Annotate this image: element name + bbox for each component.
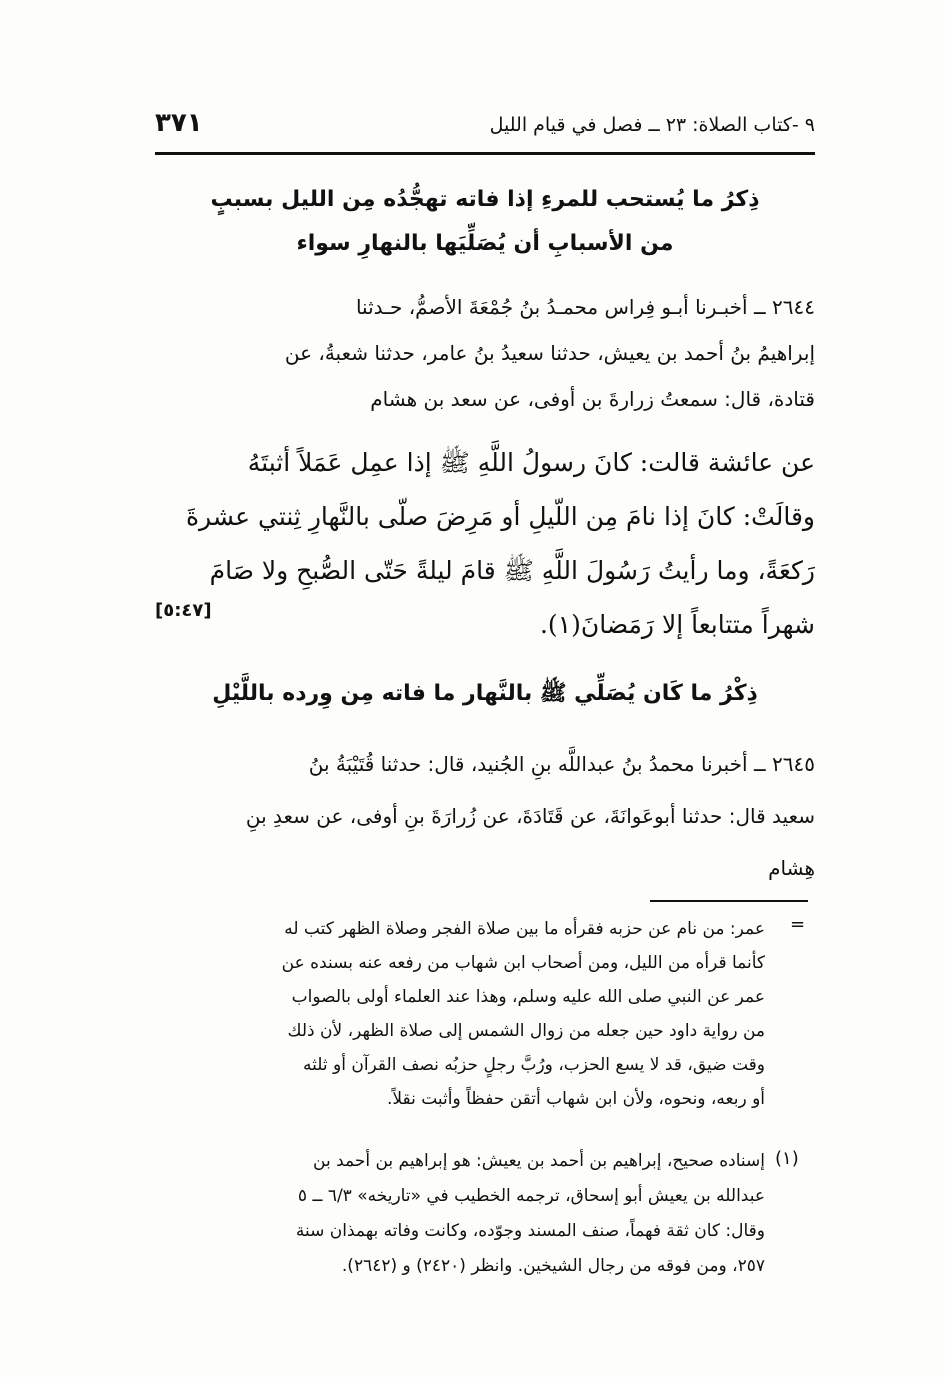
- matn-line: وقالَتْ: كانَ إذا نامَ مِن اللّيلِ أو مَرِضَ صلّى بالنَّهارِ ثِنتي عشرةَ: [185, 502, 815, 531]
- matn-line: عن عائشة قالت: كانَ رسولُ اللَّهِ ﷺ إذا عمِل عَمَلاً أثبتَهُ: [247, 448, 815, 477]
- footnote-line: عمر: من نام عن حزبه فقرأه ما بين صلاة الفجر وصلاة الظهر كتب له: [284, 919, 765, 939]
- section-heading-2: [200, 672, 770, 716]
- isnad-line: إبراهيمُ بنُ أحمد بن يعيش، حدثنا سعيدُ بنُ عامر، حدثنا شعبةُ، عن: [284, 341, 815, 365]
- footnote-line: إسناده صحيح، إبراهيم بن أحمد بن يعيش: هو إبراهيم بن أحمد بن: [313, 1151, 765, 1171]
- footnote-line: عبدالله بن يعيش أبو إسحاق، ترجمه الخطيب في «تاريخه» ٦/٣ ــ ٥: [297, 1186, 765, 1206]
- footnote-continuation: [150, 912, 765, 1116]
- footnote-rule: [650, 900, 808, 902]
- page-header: [155, 108, 815, 152]
- footnote-line: عمر عن النبي صلى الله عليه وسلم، وهذا عند العلماء أولى بالصواب: [291, 987, 765, 1007]
- heading-line: ذِكْرُ ما كَان يُصَلِّي ﷺ بالنَّهار ما فاته مِن وِرده باللَّيْلِ: [212, 681, 758, 706]
- heading-line: من الأسبابِ أن يُصَلِّيَها بالنهارِ سواء: [296, 231, 674, 256]
- header-rule: [155, 152, 815, 155]
- footnote-continuation-marker: =: [790, 914, 806, 935]
- footnote-line: وقال: كان ثقة فهماً، صنف المسند وجوّده، وكانت وفاته بهمذان سنة: [295, 1221, 765, 1241]
- hadith-matn-2644: [150, 436, 815, 652]
- isnad-line: ٢٦٤٤ ــ أخبـرنا أبـو فِراس محمـدُ بنُ جُمْعَةَ الأصمُّ، حـدثنا: [355, 295, 815, 319]
- running-title: ٩ -كتاب الصلاة: ٢٣ ــ فصل في قيام الليل: [489, 114, 815, 136]
- isnad-line: قتادة، قال: سمعتُ زرارةَ بن أوفى، عن سعد بن هشام: [370, 387, 815, 411]
- footnote-line: ٢٥٧، ومن فوقه من رجال الشيخين. وانظر (٢٤٢٠) و (٢٦٤٢).: [341, 1256, 765, 1276]
- footnote-1: [150, 1144, 765, 1284]
- page-number: ٣٧١: [155, 108, 203, 138]
- footnote-line: أو ربعه، ونحوه، ولأن ابن شهاب أتقن حفظاً وأثبت نقلاً.: [386, 1089, 765, 1109]
- section-heading-1: [200, 178, 770, 266]
- isnad-line: هِشام: [768, 856, 815, 880]
- hadith-isnad-2644: [155, 284, 815, 422]
- footnote-1-marker: (١): [775, 1148, 799, 1169]
- matn-line: رَكعَةً، وما رأيتُ رَسُولَ اللَّهِ ﷺ قامَ ليلةً حَتّى الصُّبحِ ولا صَامَ: [209, 556, 815, 585]
- footnote-line: من رواية داود حين جعله من زوال الشمس إلى صلاة الظهر، لأن ذلك: [287, 1021, 765, 1041]
- isnad-line: سعيد قال: حدثنا أبوعَوانَةَ، عن قَتَادَةَ، عن زُرارَةَ بنِ أوفى، عن سعدِ بنِ: [245, 804, 815, 828]
- hadith-reference: [٥:٤٧]: [155, 600, 212, 621]
- isnad-line: ٢٦٤٥ ــ أخبرنا محمدُ بنُ عبداللَّه بنِ الجُنيد، قال: حدثنا قُتَيْبَةُ بنُ: [308, 752, 815, 776]
- hadith-isnad-2645: [155, 738, 815, 894]
- matn-line: شهراً متتابعاً إلا رَمَضانَ(١).: [539, 610, 815, 639]
- footnote-line: كأنما قرأه من الليل، ومن أصحاب ابن شهاب من رفعه عنه بسنده عن: [281, 953, 765, 973]
- footnote-line: وقت ضيق، قد لا يسع الحزب، ورُبَّ رجلٍ حزبُه نصف القرآن أو ثلثه: [303, 1055, 765, 1075]
- heading-line: ذِكرُ ما يُستحب للمرءِ إذا فاته تهجُّدُه مِن الليل بسببٍ: [210, 187, 760, 212]
